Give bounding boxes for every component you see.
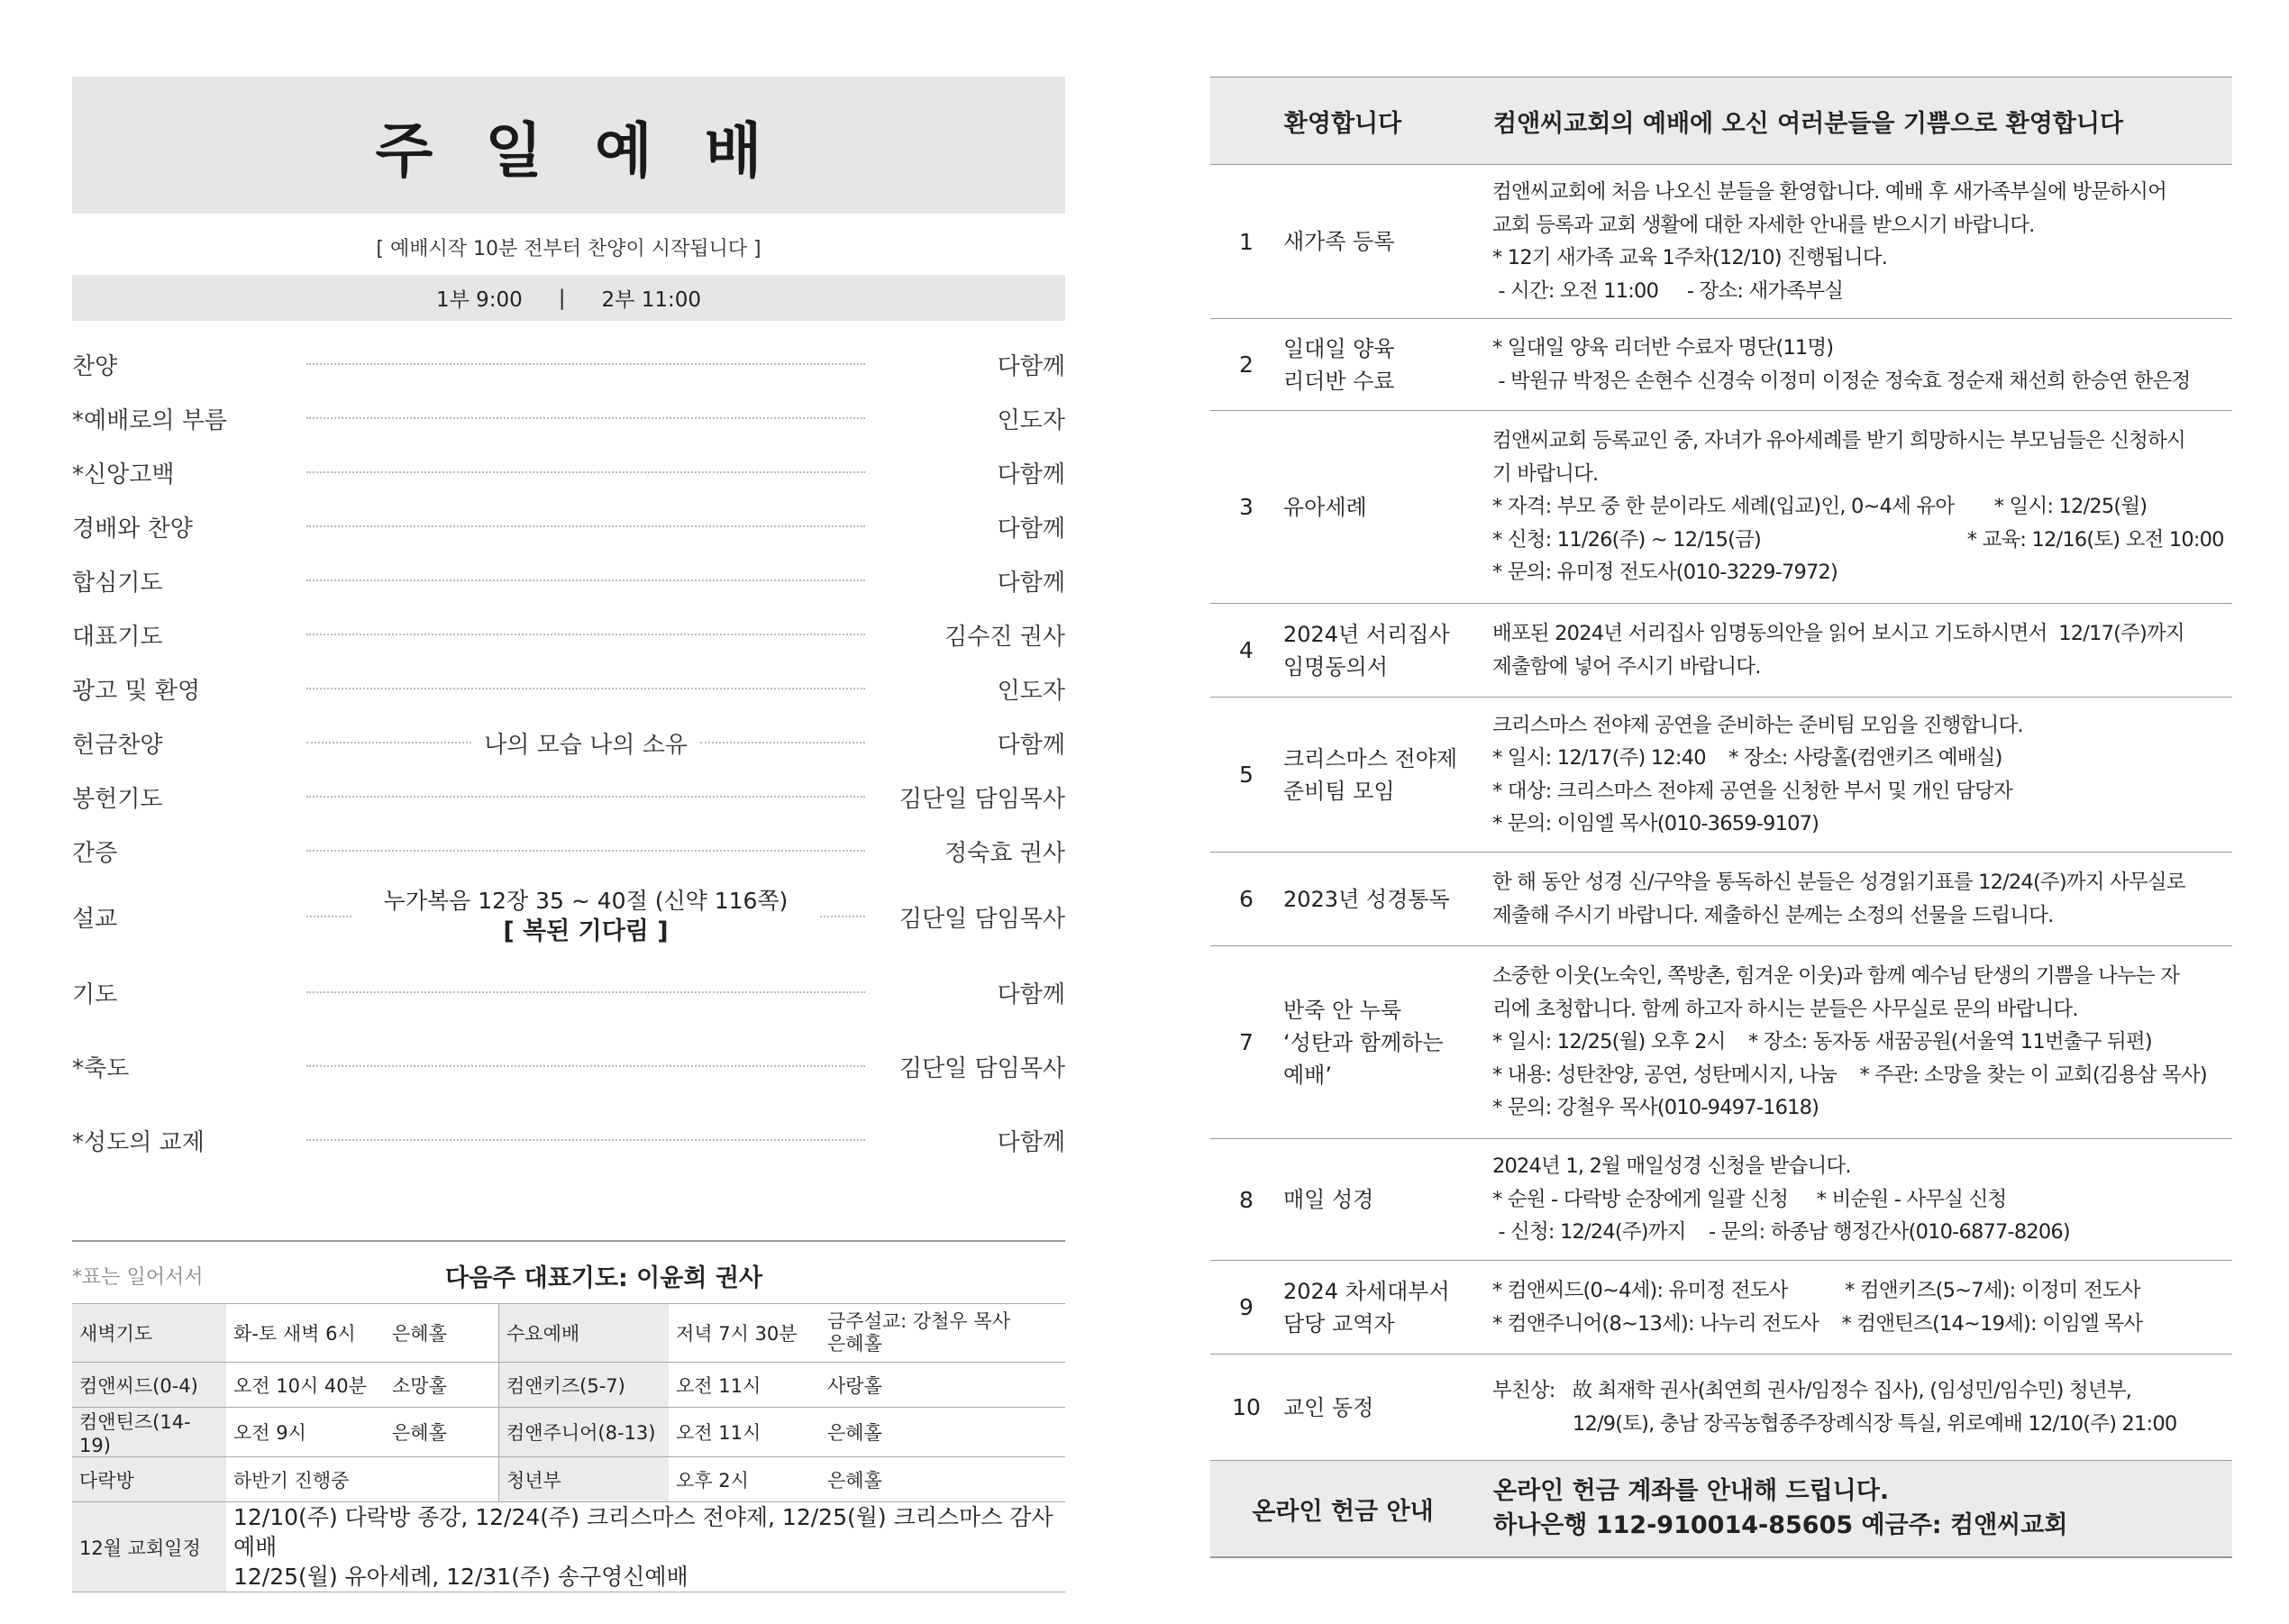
meeting-name: 컴앤키즈(5-7)	[499, 1363, 670, 1408]
announcement-title-line: 반죽 안 누룩	[1283, 997, 1402, 1023]
order-item	[72, 445, 1065, 499]
announcement-line: * 컴앤씨드(0~4세): 유미정 전도사 * 컴앤키즈(5~7세): 이정미 전도사	[1492, 1279, 2140, 1302]
order-of-worship	[72, 337, 1065, 1177]
announcement-title	[1282, 698, 1492, 853]
order-item-name: *신앙고백	[72, 461, 175, 488]
order-item-name: 경배와 찬양	[72, 515, 193, 543]
announcement-line: * 문의: 이임엘 목사(010-3659-9107)	[1492, 812, 1819, 835]
worship-title-box	[72, 77, 1065, 214]
announcement-title-line: 크리스마스 전야제	[1283, 745, 1458, 771]
order-item	[72, 607, 1065, 661]
announcement-line: 한 해 동안 성경 신/구약을 통독하신 분들은 성경읽기표를 12/24(주)까지 사무실로	[1492, 871, 2185, 894]
announcement-line: 리에 초청합니다. 함께 하고자 하시는 분들은 사무실로 문의 바랍니다.	[1492, 997, 2078, 1021]
announcement-line: 12/9(토), 충남 장곡농협종주장례식장 특실, 위로예배 12/10(주) 21:00	[1492, 1411, 2177, 1436]
order-item-name: 간증	[72, 839, 118, 867]
announcement-title-line: 담당 교역자	[1283, 1310, 1395, 1337]
order-item-leader: 다함께	[997, 461, 1065, 488]
welcome-title: 환영합니다	[1210, 78, 1492, 165]
announcement-line: 제출함에 넣어 주시기 바랍니다.	[1492, 654, 1761, 679]
meeting-place: 은혜홀	[385, 1304, 499, 1363]
order-item-leader: 다함께	[997, 569, 1065, 597]
online-offering-row	[1210, 1461, 2232, 1558]
announcement-title-line: 유아세례	[1283, 494, 1367, 520]
announcement-number: 6	[1210, 853, 1282, 946]
order-item	[72, 824, 1065, 878]
order-item	[72, 770, 1065, 824]
announcement-line: * 일대일 양육 리더반 수료자 명단(11명)	[1492, 336, 1834, 360]
meeting-time: 오후 2시	[669, 1457, 820, 1502]
announcement-title-line: 리더반 수료	[1283, 368, 1395, 394]
meeting-name: 컴앤주니어(8-13)	[499, 1408, 670, 1457]
sermon-title: [ 복된 기다림 ]	[503, 917, 669, 945]
order-item-leader: 다함께	[997, 1128, 1065, 1156]
first-service-time: 1부 9:00	[435, 288, 523, 312]
announcement-title	[1282, 1139, 1492, 1261]
order-item	[72, 661, 1065, 716]
announcement-body	[1492, 411, 2232, 604]
order-item	[72, 716, 1065, 770]
standing-note: *표는 일어서서	[72, 1266, 204, 1289]
leader-dots	[306, 579, 865, 581]
order-item	[72, 955, 1065, 1029]
announcement-line: 교회 등록과 교회 생활에 대한 자세한 안내를 받으시기 바랍니다.	[1492, 213, 2035, 237]
announcements-panel	[1210, 77, 2232, 1558]
announcement-title-line: 2024년 서리집사	[1283, 621, 1450, 647]
announcement-number: 1	[1210, 165, 1282, 319]
leader-dots	[306, 417, 865, 419]
announcement-line: - 신청: 12/24(주)까지 - 문의: 하종남 행정간사(010-6877-8206)	[1492, 1220, 2070, 1245]
announcement-number: 9	[1210, 1261, 1282, 1355]
announcement-number: 10	[1210, 1355, 1282, 1461]
service-times	[72, 275, 1065, 321]
order-item-name: 봉헌기도	[72, 785, 163, 813]
order-item-leader: 김단일 담임목사	[898, 785, 1065, 813]
meeting-place: 은혜홀	[385, 1408, 499, 1457]
announcement-line: * 문의: 강철우 목사(010-9497-1618)	[1492, 1096, 1819, 1120]
announcement-body	[1492, 698, 2232, 853]
announcement-title	[1282, 1261, 1492, 1355]
order-item-name: 대표기도	[72, 623, 163, 651]
announcement-body	[1492, 853, 2232, 946]
time-separator: |	[558, 286, 566, 310]
meeting-time: 오전 11시	[669, 1363, 820, 1408]
order-item-leader: 다함께	[997, 515, 1065, 543]
order-item-sermon	[72, 878, 1065, 955]
announcement-title	[1282, 604, 1492, 698]
meeting-schedule-table	[72, 1303, 1065, 1592]
leader-dots	[306, 742, 471, 744]
meeting-name: 컴앤씨드(0-4)	[72, 1363, 226, 1408]
offering-song-title: 나의 모습 나의 소유	[484, 731, 688, 759]
announcement-line: 2024년 1, 2월 매일성경 신청을 받습니다.	[1492, 1154, 1851, 1179]
announcement-row	[1210, 853, 2232, 946]
online-offering-title: 온라인 헌금 안내	[1210, 1461, 1492, 1558]
leader-dots	[306, 796, 865, 798]
leader-dots	[306, 525, 865, 527]
second-service-time: 2부 11:00	[601, 288, 701, 312]
announcement-line: - 박원규 박정은 손현수 신경숙 이정미 이정순 정숙효 정순재 채선희 한승연 한은정	[1492, 369, 2191, 393]
order-item-leader: 인도자	[997, 677, 1065, 705]
online-offering-info	[1492, 1461, 2232, 1558]
order-item-name: 설교	[72, 905, 118, 933]
announcement-number: 7	[1210, 946, 1282, 1139]
announcement-line: * 컴앤주니어(8~13세): 나누리 전도사 * 컴앤틴즈(14~19세): 이임엘 목사	[1492, 1311, 2143, 1336]
announcement-line: * 일시: 12/25(월) 오후 2시 * 장소: 동자동 새꿈공원(서울역 11번출구 뒤편)	[1492, 1030, 2152, 1054]
announcement-line: 컴앤씨교회에 처음 나오신 분들을 환영합니다. 예배 후 새가족부실에 방문하시어	[1492, 180, 2167, 204]
announcement-row	[1210, 1355, 2232, 1461]
announcement-line: 부친상: 故 최재학 권사(최연희 권사/임정수 집사), (임성민/임수민) 청년부,	[1492, 1379, 2132, 1402]
order-item-leader: 김단일 담임목사	[898, 1054, 1065, 1082]
announcement-line: 크리스마스 전야제 공연을 준비하는 준비팀 모임을 진행합니다.	[1492, 713, 2023, 737]
announcement-row	[1210, 1261, 2232, 1355]
announcement-line: * 내용: 성탄찬양, 공연, 성탄메시지, 나눔 * 주관: 소망을 찾는 이 교회(김용삼 목사)	[1492, 1063, 2207, 1087]
order-item-name: 광고 및 환영	[72, 677, 201, 705]
announcement-number: 8	[1210, 1139, 1282, 1261]
month-schedule-text	[226, 1502, 1065, 1592]
announcement-body	[1492, 1355, 2232, 1461]
announcement-title-line: 일대일 양육	[1283, 335, 1395, 361]
announcement-number: 5	[1210, 698, 1282, 853]
table-row	[72, 1304, 1065, 1363]
announcement-body	[1492, 1261, 2232, 1355]
weekly-sermon-place: 은혜홀	[827, 1333, 882, 1355]
order-item-name: 기도	[72, 981, 118, 1008]
leader-dots	[306, 1139, 865, 1141]
worship-panel	[72, 77, 1065, 1592]
announcement-line: 제출해 주시기 바랍니다. 제출하신 분께는 소정의 선물을 드립니다.	[1492, 903, 2054, 927]
announcement-title	[1282, 853, 1492, 946]
announcement-row	[1210, 1139, 2232, 1261]
meeting-place: 사랑홀	[820, 1363, 1065, 1408]
announcement-title-line: 2023년 성경통독	[1283, 886, 1450, 912]
meeting-name: 컴앤틴즈(14-19)	[72, 1408, 226, 1457]
order-item	[72, 337, 1065, 391]
announcement-line: * 문의: 유미정 전도사(010-3229-7972)	[1492, 561, 1838, 585]
announcement-row	[1210, 604, 2232, 698]
announcement-title-line: ‘성탄과 함께하는	[1283, 1029, 1444, 1055]
announcement-title	[1282, 1355, 1492, 1461]
table-row	[72, 1457, 1065, 1502]
announcement-line: * 순원 - 다락방 순장에게 일괄 신청 * 비순원 - 사무실 신청	[1492, 1187, 2007, 1211]
announcement-line: 소중한 이웃(노숙인, 쪽방촌, 힘겨운 이웃)과 함께 예수님 탄생의 기쁨을 나누는 자	[1492, 964, 2180, 989]
announcement-line: 컴앤씨교회 등록교인 중, 자녀가 유아세례를 받기 희망하시는 부모님들은 신청하시	[1492, 429, 2185, 453]
announcement-line: * 대상: 크리스마스 전야제 공연을 신청한 부서 및 개인 담당자	[1492, 779, 2012, 803]
next-week-info	[72, 1242, 1065, 1303]
table-row	[72, 1408, 1065, 1457]
order-item-name: *예배로의 부름	[72, 406, 227, 434]
announcement-body	[1492, 1139, 2232, 1261]
announcement-title-line: 교인 동정	[1283, 1394, 1374, 1420]
meeting-place	[820, 1304, 1065, 1363]
meeting-time: 오전 9시	[226, 1408, 385, 1457]
announcement-body	[1492, 946, 2232, 1139]
announcement-line: * 일시: 12/17(주) 12:40 * 장소: 사랑홀(컴앤키즈 예배실)	[1492, 746, 2002, 770]
announcement-row	[1210, 319, 2232, 411]
leader-dots	[306, 916, 351, 917]
leader-dots	[820, 916, 865, 917]
next-prayer: 다음주 대표기도: 이윤희 권사	[445, 1264, 762, 1292]
announcement-title	[1282, 319, 1492, 411]
leader-dots	[306, 363, 865, 365]
order-item-name: 찬양	[72, 352, 118, 380]
announcement-title-line: 2024 차세대부서	[1283, 1278, 1450, 1304]
announcement-title	[1282, 411, 1492, 604]
announcement-row	[1210, 411, 2232, 604]
announcement-title-line: 준비팀 모임	[1283, 778, 1395, 804]
meeting-name: 다락방	[72, 1457, 226, 1502]
announcement-number: 2	[1210, 319, 1282, 411]
meeting-time: 화-토 새벽 6시	[226, 1304, 385, 1363]
announcement-title	[1282, 946, 1492, 1139]
order-item-leader: 다함께	[997, 731, 1066, 759]
online-offering-line: 온라인 헌금 계좌를 안내해 드립니다.	[1493, 1477, 1890, 1505]
table-row	[72, 1502, 1065, 1592]
order-item	[72, 499, 1065, 553]
order-item-leader: 다함께	[997, 981, 1065, 1008]
announcement-title-line: 매일 성경	[1283, 1187, 1374, 1212]
order-item-leader: 다함께	[997, 352, 1065, 380]
meeting-time: 오전 10시 40분	[226, 1363, 385, 1408]
announcement-line: * 12기 새가족 교육 1주차(12/10) 진행됩니다.	[1492, 246, 1888, 269]
month-schedule-line: 12/10(주) 다락방 종강, 12/24(주) 크리스마스 전야제, 12/25(월) 크리스마스 감사예배	[233, 1504, 1053, 1560]
meeting-name: 새벽기도	[72, 1304, 226, 1363]
announcement-title	[1282, 165, 1492, 319]
announcement-line: - 시간: 오전 11:00 - 장소: 새가족부실	[1492, 278, 1844, 303]
sermon-info	[351, 886, 820, 947]
meeting-place: 은혜홀	[820, 1457, 1065, 1502]
announcements-header	[1210, 78, 2232, 165]
meeting-name: 수요예배	[499, 1304, 670, 1363]
meeting-place: 은혜홀	[820, 1408, 1065, 1457]
announcement-body	[1492, 319, 2232, 411]
meeting-time: 저녁 7시 30분	[669, 1304, 820, 1363]
meeting-time: 하반기 진행중	[226, 1457, 385, 1502]
announcement-body	[1492, 604, 2232, 698]
month-schedule-line: 12/25(월) 유아세례, 12/31(주) 송구영신예배	[233, 1564, 689, 1590]
order-item-leader: 김수진 권사	[944, 623, 1065, 651]
announcement-body	[1492, 165, 2232, 319]
announcement-title-line: 예배’	[1283, 1062, 1332, 1088]
weekly-sermon-preacher: 금주설교: 강철우 목사	[827, 1310, 1010, 1332]
order-item-leader: 인도자	[997, 406, 1065, 434]
announcement-line: * 신청: 11/26(주) ~ 12/15(금) * 교육: 12/16(토) 오전 10:00	[1492, 527, 2224, 552]
leader-dots	[306, 634, 865, 635]
meeting-name: 청년부	[499, 1457, 670, 1502]
order-item-name: 헌금찬양	[72, 731, 163, 759]
meeting-place	[385, 1457, 499, 1502]
order-item	[72, 1029, 1065, 1103]
leader-dots	[306, 471, 865, 473]
praise-notice: [ 예배시작 10분 전부터 찬양이 시작됩니다 ]	[376, 238, 761, 260]
announcement-number: 3	[1210, 411, 1282, 604]
leader-dots	[306, 1065, 865, 1067]
leader-dots	[306, 688, 865, 689]
order-item	[72, 1103, 1065, 1177]
announcement-row	[1210, 946, 2232, 1139]
online-offering-account: 하나은행 112-910014-85605 예금주: 컴앤씨교회	[1493, 1511, 2068, 1539]
meeting-place: 소망홀	[385, 1363, 499, 1408]
announcement-line: 기 바랍니다.	[1492, 461, 1599, 486]
order-item-leader: 정숙효 권사	[944, 839, 1065, 867]
announcements-table	[1210, 77, 2232, 1558]
order-item-leader: 김단일 담임목사	[898, 905, 1065, 933]
leader-dots	[306, 850, 865, 852]
month-schedule-label: 12월 교회일정	[72, 1502, 226, 1592]
sermon-scripture: 누가복음 12장 35 ~ 40절 (신약 116쪽)	[383, 888, 789, 914]
order-item-name: 합심기도	[72, 569, 163, 597]
table-row	[72, 1363, 1065, 1408]
announcement-title-line: 임명동의서	[1283, 653, 1388, 680]
announcement-row	[1210, 165, 2232, 319]
leader-dots	[306, 991, 865, 993]
announcement-line: * 자격: 부모 중 한 분이라도 세례(입교)인, 0~4세 유아 * 일시: 12/25(월)	[1492, 495, 2148, 519]
order-item-name: *축도	[72, 1054, 130, 1082]
announcement-number: 4	[1210, 604, 1282, 698]
meeting-time: 오전 11시	[669, 1408, 820, 1457]
leader-dots	[700, 742, 865, 744]
welcome-text: 컴앤씨교회의 예배에 오신 여러분들을 기쁨으로 환영합니다	[1492, 78, 2232, 165]
announcement-row	[1210, 698, 2232, 853]
announcement-line: 배포된 2024년 서리집사 임명동의안을 읽어 보시고 기도하시면서 12/17(주)까지	[1492, 622, 2184, 645]
order-item	[72, 553, 1065, 607]
order-item	[72, 391, 1065, 445]
order-item-name: *성도의 교제	[72, 1128, 205, 1156]
worship-title: 주일예배	[375, 115, 815, 186]
announcement-title-line: 새가족 등록	[1283, 229, 1395, 254]
